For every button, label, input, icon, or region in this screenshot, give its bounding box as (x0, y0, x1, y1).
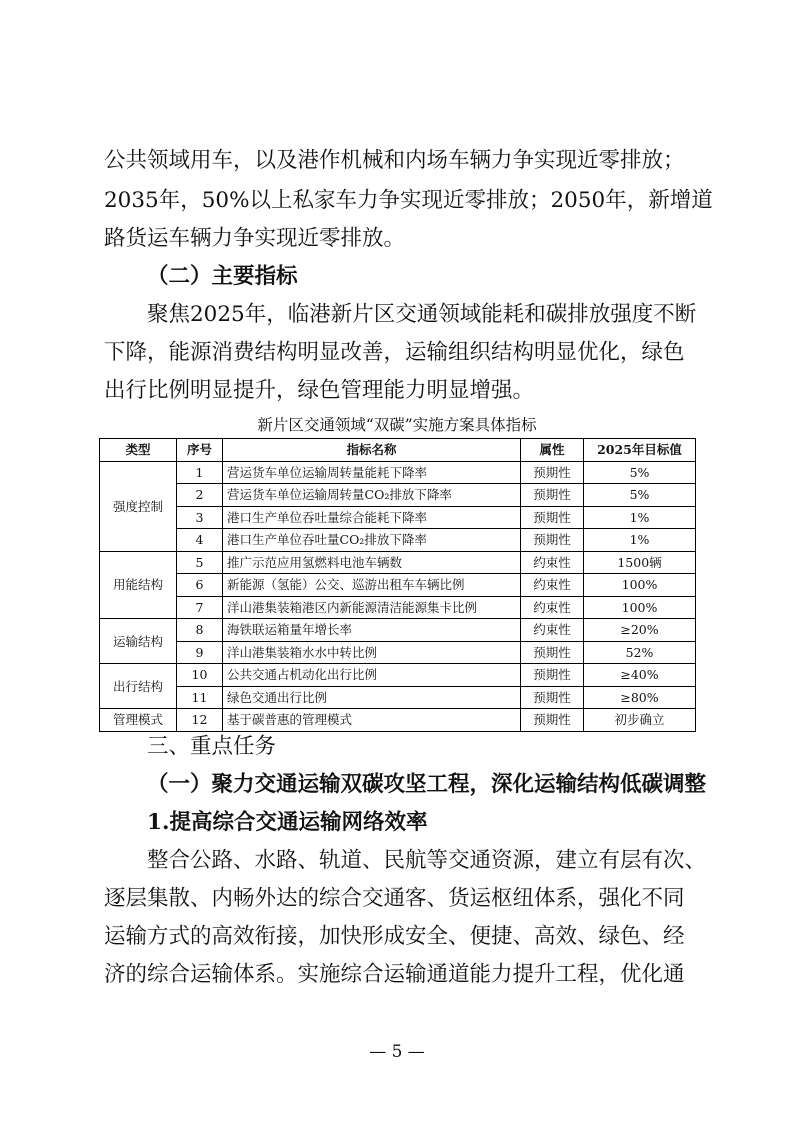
item-heading: 1.提高综合交通运输网络效率 (147, 810, 428, 835)
name-cell: 港口生产单位吞吐量综合能耗下降率 (223, 506, 521, 529)
attr-cell: 预期性 (521, 506, 584, 529)
attr-cell: 约束性 (521, 619, 584, 642)
header-target: 2025年目标值 (584, 439, 696, 462)
header-type: 类型 (100, 439, 177, 462)
attr-cell: 预期性 (521, 664, 584, 687)
name-cell: 推广示范应用氢燃料电池车辆数 (223, 551, 521, 574)
attr-cell: 约束性 (521, 551, 584, 574)
attr-cell: 预期性 (521, 461, 584, 484)
no-cell: 8 (177, 619, 223, 642)
type-cell: 运输结构 (100, 619, 177, 664)
target-cell: 1% (584, 529, 696, 552)
attr-cell: 预期性 (521, 641, 584, 664)
target-cell: 1500辆 (584, 551, 696, 574)
no-cell: 3 (177, 506, 223, 529)
name-cell: 新能源（氢能）公交、巡游出租车车辆比例 (223, 574, 521, 597)
table-row (100, 461, 696, 484)
no-cell: 6 (177, 574, 223, 597)
table-row (100, 619, 696, 642)
type-cell: 用能结构 (100, 551, 177, 619)
subsection-heading: （一）聚力交通运输双碳攻坚工程，深化运输结构低碳调整 (147, 772, 707, 797)
no-cell: 1 (177, 461, 223, 484)
table-row (100, 664, 696, 687)
attr-cell: 约束性 (521, 574, 584, 597)
type-cell: 出行结构 (100, 664, 177, 709)
name-cell: 基于碳普惠的管理模式 (223, 709, 521, 732)
table-row (100, 641, 696, 664)
name-cell: 港口生产单位吞吐量CO₂排放下降率 (223, 529, 521, 552)
text-line: 路货运车辆力争实现近零排放。 (104, 226, 406, 251)
target-cell: 100% (584, 574, 696, 597)
table-row (100, 686, 696, 709)
target-cell: 5% (584, 461, 696, 484)
text-line: 出行比例明显提升，绿色管理能力明显增强。 (104, 378, 535, 403)
header-name: 指标名称 (223, 439, 521, 462)
attr-cell: 预期性 (521, 529, 584, 552)
name-cell: 绿色交通出行比例 (223, 686, 521, 709)
section-heading: （二）主要指标 (147, 264, 298, 289)
text-line: 公共领域用车，以及港作机械和内场车辆力争实现近零排放； (104, 148, 685, 173)
table-row (100, 484, 696, 507)
target-cell: 1% (584, 506, 696, 529)
text-line: 2035年，50%以上私家车力争实现近零排放；2050年，新增道 (104, 188, 713, 213)
name-cell: 公共交通占机动化出行比例 (223, 664, 521, 687)
table-row (100, 574, 696, 597)
page-number: — 5 — (369, 1042, 425, 1062)
name-cell: 洋山港集装箱港区内新能源清洁能源集卡比例 (223, 596, 521, 619)
no-cell: 7 (177, 596, 223, 619)
text-line: 整合公路、水路、轨道、民航等交通资源，建立有层有次、 (147, 848, 707, 873)
no-cell: 12 (177, 709, 223, 732)
section-heading: 三、重点任务 (147, 734, 277, 759)
table-row (100, 596, 696, 619)
text-line: 运输方式的高效衔接，加快形成安全、便捷、高效、绿色、经 (104, 924, 685, 949)
target-cell: 5% (584, 484, 696, 507)
no-cell: 10 (177, 664, 223, 687)
attr-cell: 预期性 (521, 484, 584, 507)
text-line: 济的综合运输体系。实施综合运输通道能力提升工程，优化通 (104, 962, 685, 987)
target-cell: ≥80% (584, 686, 696, 709)
name-cell: 营运货车单位运输周转量能耗下降率 (223, 461, 521, 484)
type-cell: 管理模式 (100, 709, 177, 732)
header-attr: 属性 (521, 439, 584, 462)
target-cell: 初步确立 (584, 709, 696, 732)
no-cell: 4 (177, 529, 223, 552)
text-line: 聚焦2025年，临港新片区交通领域能耗和碳排放强度不断 (147, 302, 697, 327)
indicator-table (99, 438, 696, 732)
text-line: 下降，能源消费结构明显改善，运输组织结构明显优化，绿色 (104, 340, 685, 365)
table-row (100, 529, 696, 552)
no-cell: 9 (177, 641, 223, 664)
target-cell: ≥20% (584, 619, 696, 642)
type-cell: 强度控制 (100, 461, 177, 551)
header-no: 序号 (177, 439, 223, 462)
target-cell: 100% (584, 596, 696, 619)
target-cell: ≥40% (584, 664, 696, 687)
no-cell: 5 (177, 551, 223, 574)
target-cell: 52% (584, 641, 696, 664)
no-cell: 11 (177, 686, 223, 709)
table-row (100, 709, 696, 732)
name-cell: 海铁联运箱量年增长率 (223, 619, 521, 642)
name-cell: 洋山港集装箱水水中转比例 (223, 641, 521, 664)
table-row (100, 551, 696, 574)
table-row (100, 506, 696, 529)
table-caption: 新片区交通领域“双碳”实施方案具体指标 (257, 416, 537, 434)
attr-cell: 预期性 (521, 709, 584, 732)
name-cell: 营运货车单位运输周转量CO₂排放下降率 (223, 484, 521, 507)
attr-cell: 约束性 (521, 596, 584, 619)
text-line: 逐层集散、内畅外达的综合交通客、货运枢纽体系，强化不同 (104, 886, 685, 911)
table-header-row (100, 439, 696, 462)
no-cell: 2 (177, 484, 223, 507)
attr-cell: 预期性 (521, 686, 584, 709)
